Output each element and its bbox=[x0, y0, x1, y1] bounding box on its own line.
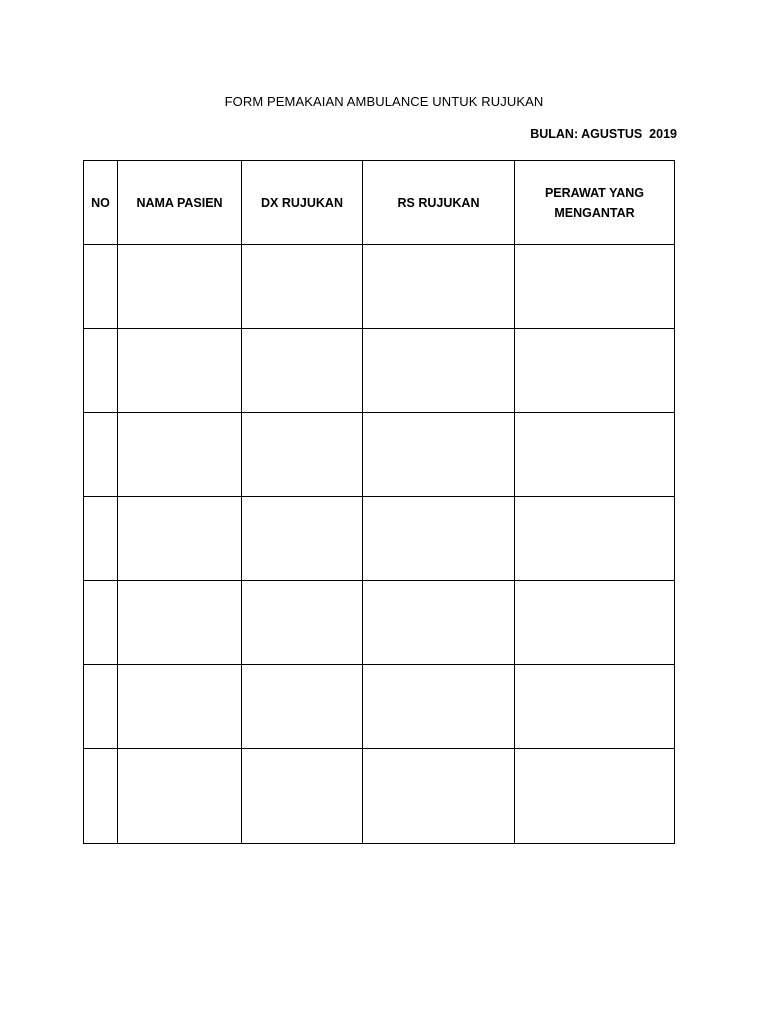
month-label: BULAN: AGUSTUS 2019 bbox=[530, 127, 677, 141]
table-row bbox=[84, 245, 675, 329]
table-cell bbox=[515, 245, 675, 329]
table-cell bbox=[84, 413, 118, 497]
column-header-nama-pasien-label: NAMA PASIEN bbox=[136, 195, 223, 210]
table-cell bbox=[515, 413, 675, 497]
column-header-perawat-line1: PERAWAT YANG bbox=[544, 185, 645, 200]
table-cell bbox=[84, 665, 118, 749]
column-header-perawat-line2: MENGANTAR bbox=[554, 205, 635, 220]
table-cell bbox=[84, 749, 118, 844]
table-cell bbox=[363, 413, 515, 497]
table-cell bbox=[84, 581, 118, 665]
table-row bbox=[84, 749, 675, 844]
table-cell bbox=[242, 245, 363, 329]
table-cell bbox=[515, 581, 675, 665]
table-row bbox=[84, 665, 675, 749]
table-cell bbox=[118, 665, 242, 749]
table-cell bbox=[363, 497, 515, 581]
column-header-no-label: NO bbox=[91, 195, 110, 210]
table-cell bbox=[242, 413, 363, 497]
table-cell bbox=[363, 581, 515, 665]
table-row bbox=[84, 581, 675, 665]
table-cell bbox=[242, 329, 363, 413]
table-row bbox=[84, 329, 675, 413]
table-cell bbox=[242, 665, 363, 749]
table-cell bbox=[84, 497, 118, 581]
column-header-no bbox=[84, 161, 118, 245]
table-cell bbox=[515, 329, 675, 413]
table-cell bbox=[118, 329, 242, 413]
table-cell bbox=[515, 665, 675, 749]
column-header-dx-rujukan bbox=[242, 161, 363, 245]
table-cell bbox=[118, 413, 242, 497]
column-header-dx-rujukan-label: DX RUJUKAN bbox=[261, 195, 343, 210]
table-cell bbox=[242, 581, 363, 665]
table-cell bbox=[515, 749, 675, 844]
document-title: FORM PEMAKAIAN AMBULANCE UNTUK RUJUKAN bbox=[224, 94, 544, 109]
table-body bbox=[84, 245, 675, 844]
table-cell bbox=[363, 329, 515, 413]
table-cell bbox=[118, 497, 242, 581]
column-header-nama-pasien bbox=[118, 161, 242, 245]
table-header-row bbox=[84, 161, 675, 245]
table-cell bbox=[118, 245, 242, 329]
column-header-rs-rujukan-label: RS RUJUKAN bbox=[397, 195, 480, 210]
table-row bbox=[84, 413, 675, 497]
ambulance-usage-table bbox=[83, 160, 675, 844]
table-cell bbox=[363, 665, 515, 749]
table-cell bbox=[515, 497, 675, 581]
table-row bbox=[84, 497, 675, 581]
table-cell bbox=[363, 245, 515, 329]
column-header-rs-rujukan bbox=[363, 161, 515, 245]
table-cell bbox=[84, 329, 118, 413]
table-cell bbox=[242, 749, 363, 844]
table-cell bbox=[118, 749, 242, 844]
column-header-perawat-yang-mengantar bbox=[515, 161, 675, 245]
table-cell bbox=[84, 245, 118, 329]
table-cell bbox=[242, 497, 363, 581]
table-cell bbox=[118, 581, 242, 665]
table-cell bbox=[363, 749, 515, 844]
